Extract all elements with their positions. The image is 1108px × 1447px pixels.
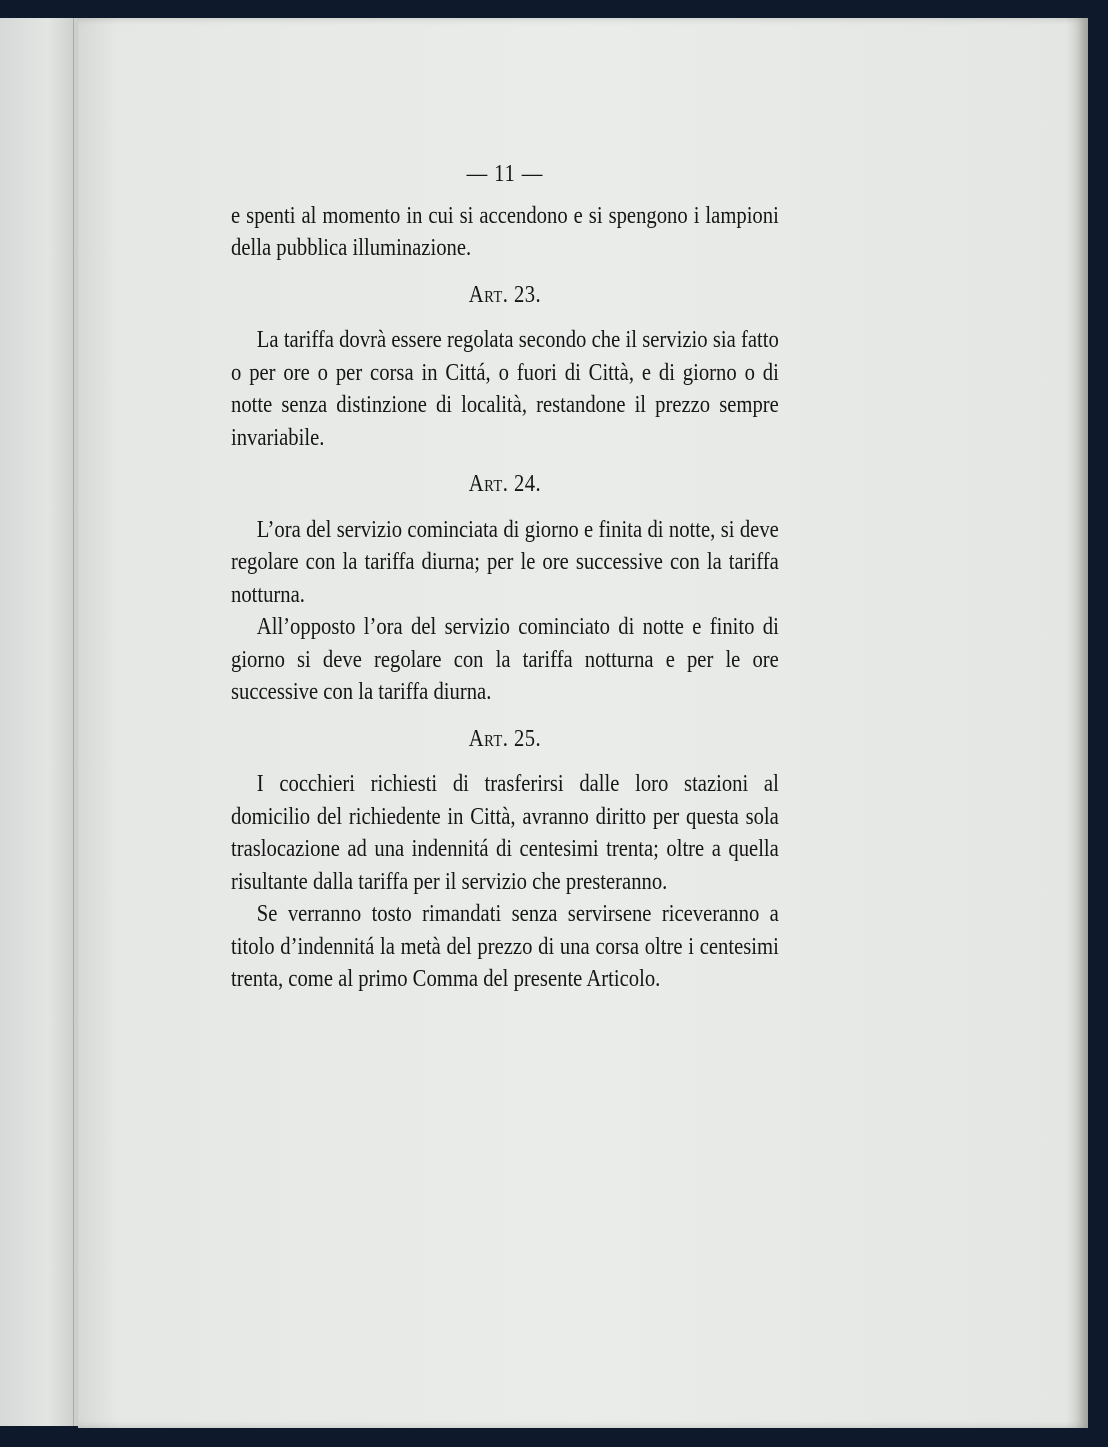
article-heading-text: Art. 23. <box>468 281 542 308</box>
article-heading-text: Art. 24. <box>468 471 542 497</box>
article-heading-23 <box>231 279 779 312</box>
page-number: — 11 — <box>466 161 544 187</box>
article-25-paragraph-2: Se verranno tosto rimandati senza servirsene riceveranno a titolo d’indennitá la metà del prezzo di una corsa oltre i centesimi trenta, come al primo Comma del presente Articolo. <box>231 901 779 992</box>
page-fold <box>73 18 74 1426</box>
page-shadow <box>1066 18 1088 1428</box>
facing-page-edge <box>0 18 82 1426</box>
book-page <box>78 18 1088 1428</box>
opening-paragraph: e spenti al momento in cui si accendono e si spengono i lampioni della pubblica illuminazione. <box>231 202 779 261</box>
article-23-paragraph: La tariffa dovrà essere regolata secondo che il servizio sia fatto o per ore o per corsa in Cittá, o fuori di Città, e di giorno o di notte senza distinzione di località, restandone il prezzo sempre invariabile. <box>231 327 779 451</box>
article-24-paragraph-1: L’ora del servizio cominciata di giorno e finita di notte, si deve regolare con la tariffa diurna; per le ore successive con la tariffa notturna. <box>231 516 779 608</box>
article-heading-25 <box>231 723 779 756</box>
page-text <box>231 158 779 996</box>
article-25-paragraph-1: I cocchieri richiesti di trasferirsi dalle loro stazioni al domicilio del richiedente in Città, avranno diritto per questa sola traslocazione ad una indennitá di centesimi trenta; oltre a quella risultante dalla tariffa per il servizio che presteranno. <box>231 771 779 895</box>
article-heading-24 <box>231 468 779 501</box>
article-24-paragraph-2: All’opposto l’ora del servizio cominciato di notte e finito di giorno si deve regolare con la tariffa notturna e per le ore successive con la tariffa diurna. <box>231 614 779 705</box>
article-heading-text: Art. 25. <box>468 725 542 752</box>
